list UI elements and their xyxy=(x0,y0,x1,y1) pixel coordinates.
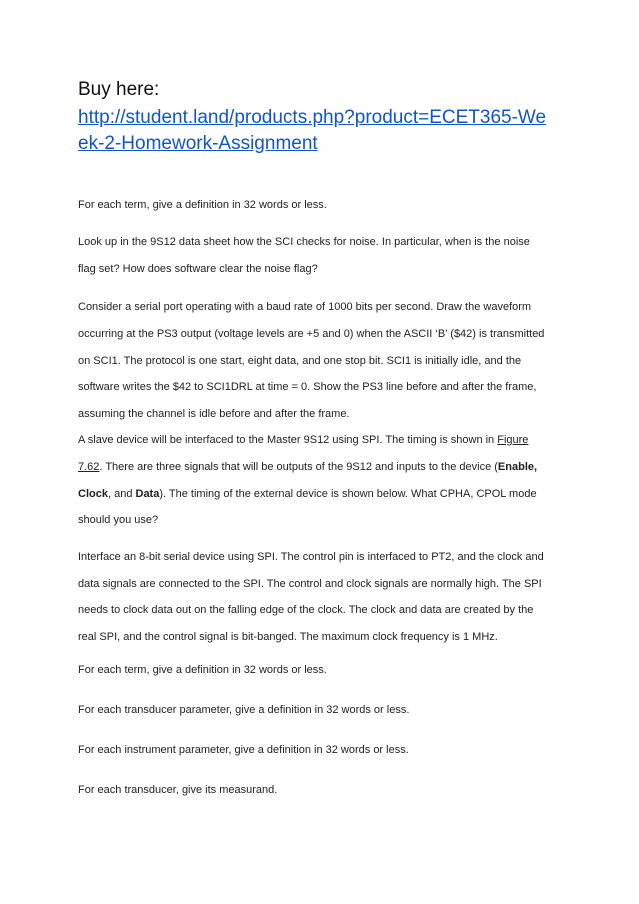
text-line: For each instrument parameter, give a definition in 32 words or less. xyxy=(78,744,409,756)
text-line: data signals are connected to the SPI. The control and clock signals are normally high. The SPI xyxy=(78,578,542,590)
bold-enable: Enable, xyxy=(497,461,538,473)
text-line: real SPI, and the control signal is bit-banged. The maximum clock frequency is 1 MHz. xyxy=(78,631,498,643)
text-line: occurring at the PS3 output (voltage levels are +5 and 0) when the ASCII ‘B’ ($42) is transmitted xyxy=(78,328,545,340)
text-line: software writes the $42 to SCI1DRL at time = 0. Show the PS3 line before and after the frame, xyxy=(78,381,537,393)
text-line xyxy=(78,434,528,447)
text-line: on SCI1. The protocol is one start, eight data, and one stop bit. SCI1 is initially idle, and the xyxy=(78,355,522,367)
text-line xyxy=(78,461,537,474)
text-line: needs to clock data out on the falling edge of the clock. The clock and data are created by the xyxy=(78,604,534,616)
text-line: flag set? How does software clear the noise flag? xyxy=(78,263,318,275)
text-line: Interface an 8-bit serial device using SPI. The control pin is interfaced to PT2, and the clock and xyxy=(78,551,544,563)
text-line xyxy=(78,488,537,501)
text-line: assuming the channel is idle before and after the frame. xyxy=(78,408,350,420)
text-line: For each transducer, give its measurand. xyxy=(78,784,278,796)
figure-link[interactable]: Figure xyxy=(497,434,529,446)
text-span: . There are three signals that will be outputs of the 9S12 and inputs to the device ( xyxy=(99,461,498,473)
bold-data: Data xyxy=(135,488,160,500)
buy-here-heading: Buy here: xyxy=(78,79,160,100)
text-line: For each term, give a definition in 32 words or less. xyxy=(78,199,327,211)
text-line: should you use? xyxy=(78,514,159,526)
figure-number-link[interactable]: 7.62 xyxy=(78,461,100,473)
text-line: For each transducer parameter, give a definition in 32 words or less. xyxy=(78,704,410,716)
product-link-line-2[interactable]: ek-2-Homework-Assignment xyxy=(78,133,318,154)
text-span: ). The timing of the external device is shown below. What CPHA, CPOL mode xyxy=(159,488,537,500)
text-span: , and xyxy=(107,488,136,500)
text-line: For each term, give a definition in 32 words or less. xyxy=(78,664,327,676)
product-link-line-1[interactable]: http://student.land/products.php?product=ECET365-We xyxy=(78,107,547,128)
bold-clock: Clock xyxy=(78,488,108,500)
text-line: Look up in the 9S12 data sheet how the SCI checks for noise. In particular, when is the noise xyxy=(78,236,530,248)
text-line: Consider a serial port operating with a baud rate of 1000 bits per second. Draw the waveform xyxy=(78,301,532,313)
product-link[interactable] xyxy=(78,105,578,157)
text-span: A slave device will be interfaced to the Master 9S12 using SPI. The timing is shown in xyxy=(78,434,498,446)
